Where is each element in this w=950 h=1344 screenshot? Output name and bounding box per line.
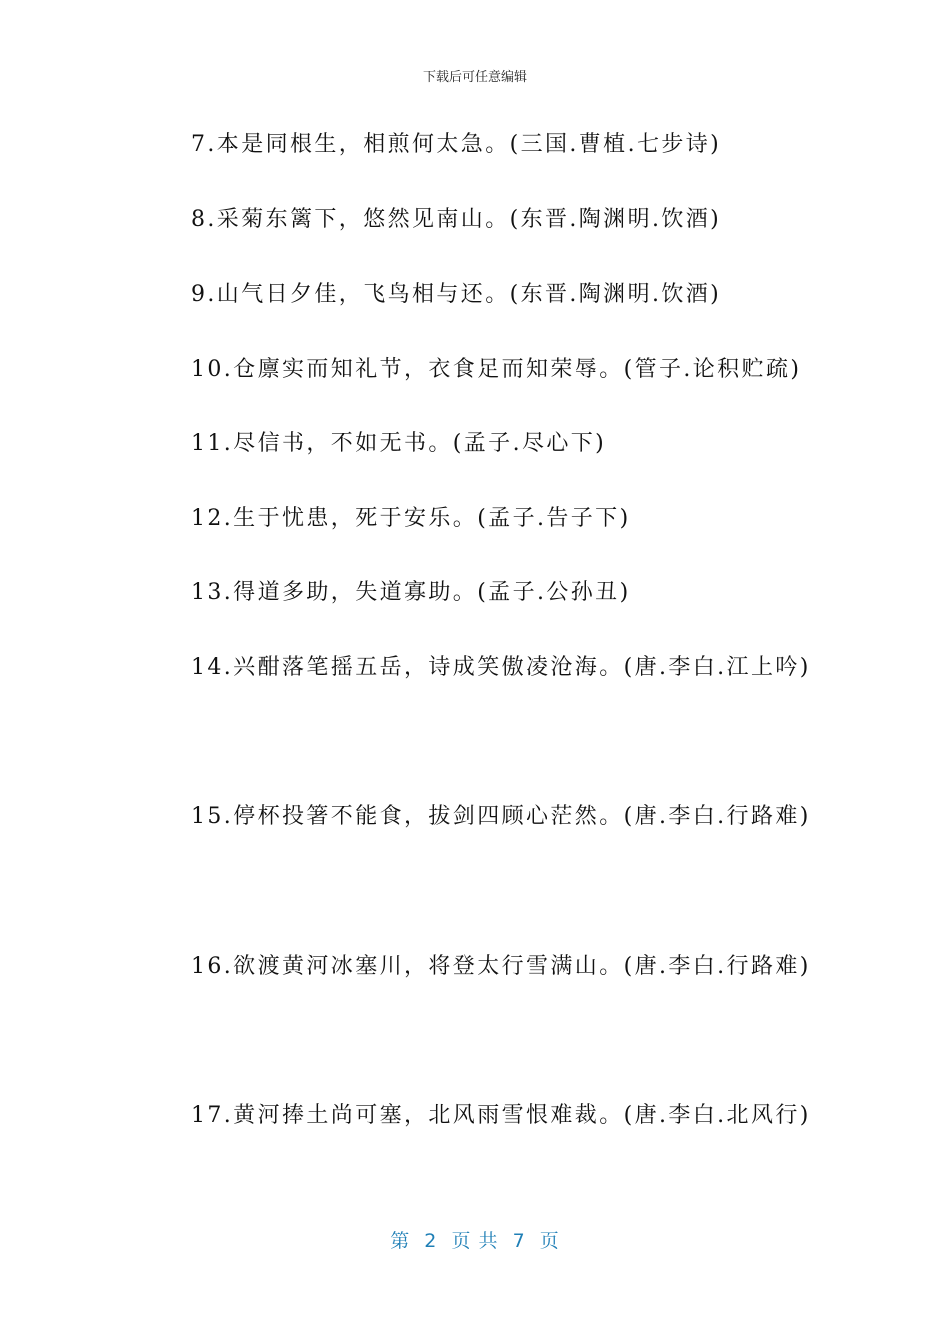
page-number-footer: 第 2 页 共 7 页 <box>390 1230 560 1252</box>
quote-line: 8.采菊东篱下，悠然见南山。(东晋.陶渊明.饮酒) <box>191 207 722 232</box>
header-note: 下载后可任意编辑 <box>422 70 527 85</box>
quote-line: 7.本是同根生，相煎何太急。(三国.曹植.七步诗) <box>191 132 722 157</box>
quote-line: 16.欲渡黄河冰塞川，将登太行雪满山。(唐.李白.行路难) <box>191 954 811 979</box>
quote-line: 14.兴酣落笔摇五岳，诗成笑傲凌沧海。(唐.李白.江上吟) <box>191 655 811 680</box>
quote-line: 13.得道多助，失道寡助。(孟子.公孙丑) <box>191 580 631 605</box>
quote-line: 10.仓廪实而知礼节，衣食足而知荣辱。(管子.论积贮疏) <box>191 357 802 382</box>
quote-line: 12.生于忧患，死于安乐。(孟子.告子下) <box>191 506 631 531</box>
quote-line: 11.尽信书，不如无书。(孟子.尽心下) <box>191 431 607 456</box>
quote-line: 15.停杯投箸不能食，拔剑四顾心茫然。(唐.李白.行路难) <box>191 804 811 829</box>
quote-line: 9.山气日夕佳，飞鸟相与还。(东晋.陶渊明.饮酒) <box>191 282 722 307</box>
quote-line: 17.黄河捧土尚可塞，北风雨雪恨难裁。(唐.李白.北风行) <box>191 1103 811 1128</box>
